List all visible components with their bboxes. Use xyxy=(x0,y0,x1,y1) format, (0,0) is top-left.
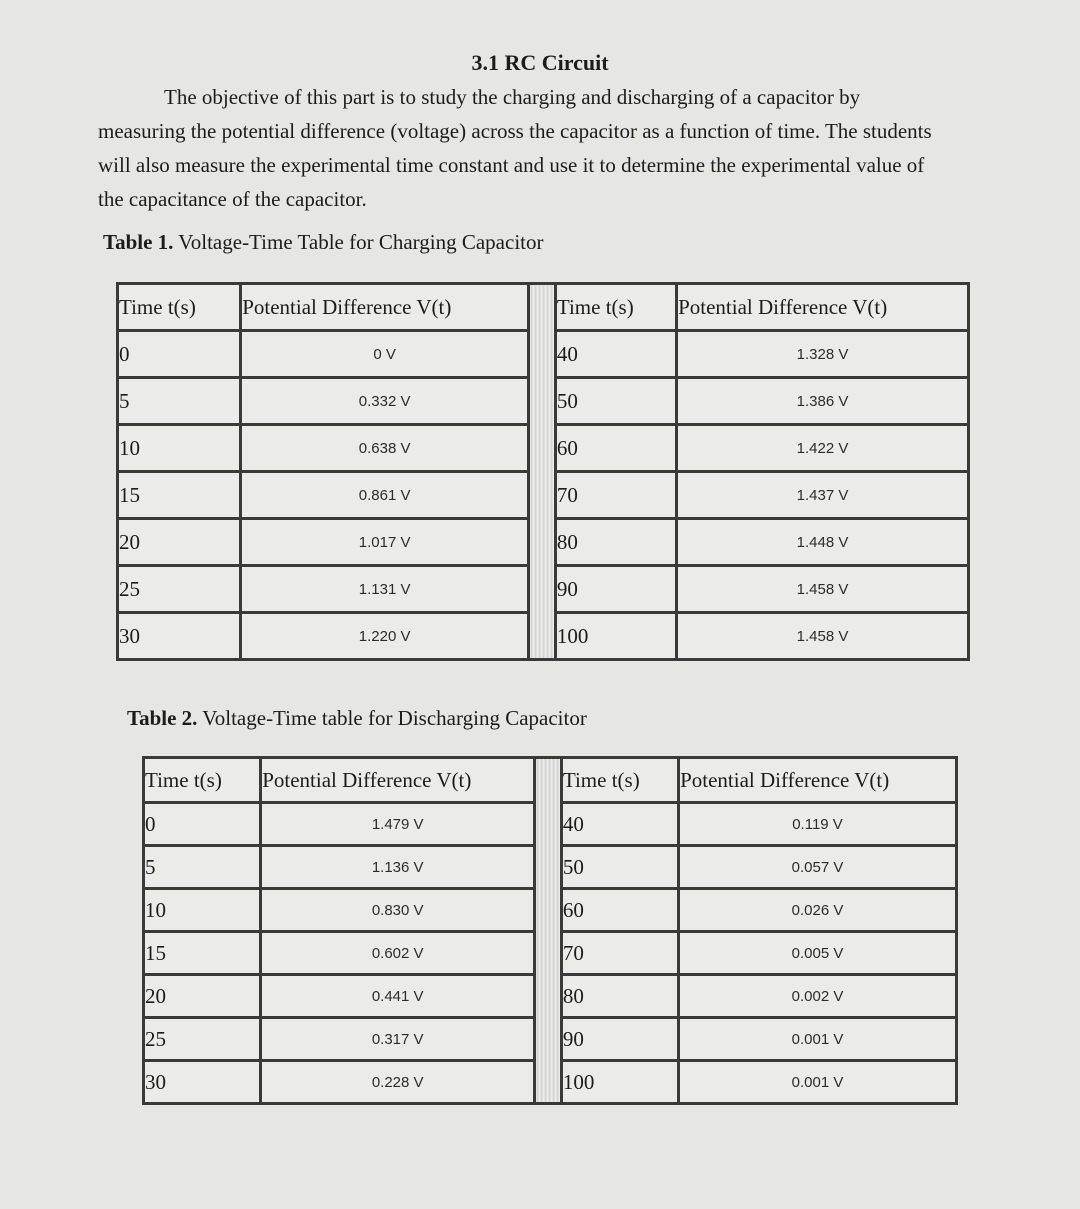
table2-label: Table 2. xyxy=(127,706,198,730)
time-cell: 15 xyxy=(118,472,241,519)
table-header-row xyxy=(118,284,969,331)
time-cell: 80 xyxy=(561,975,678,1018)
time-cell: 100 xyxy=(555,613,676,660)
intro-paragraph: The objective of this part is to study the charging and discharging of a capacitor by measuring the potential difference (voltage) across the capacitor as a function of time. The students will also measure the experimental time constant and use it to determine the experimental value of the capacitance of the capacitor. xyxy=(98,85,932,211)
voltage-cell: 0.317 V xyxy=(261,1018,535,1061)
column-divider xyxy=(529,284,556,660)
time-cell: 10 xyxy=(118,425,241,472)
time-cell: 60 xyxy=(561,889,678,932)
voltage-cell: 1.479 V xyxy=(261,803,535,846)
time-cell: 5 xyxy=(118,378,241,425)
time-cell: 0 xyxy=(144,803,261,846)
voltage-cell: 1.458 V xyxy=(677,566,969,613)
time-cell: 70 xyxy=(561,932,678,975)
table-header-row xyxy=(144,758,957,803)
voltage-cell: 0.119 V xyxy=(679,803,957,846)
column-divider xyxy=(535,758,562,1104)
voltage-cell: 0.026 V xyxy=(679,889,957,932)
table1-caption xyxy=(103,230,544,255)
voltage-cell: 0.861 V xyxy=(241,472,529,519)
voltage-cell: 1.220 V xyxy=(241,613,529,660)
time-cell: 100 xyxy=(561,1061,678,1104)
col-header-voltage: Potential Difference V(t) xyxy=(679,758,957,803)
table2-caption-text: Voltage-Time table for Discharging Capacitor xyxy=(202,706,587,730)
charging-table xyxy=(116,282,970,661)
voltage-cell: 1.131 V xyxy=(241,566,529,613)
col-header-time: Time t(s) xyxy=(555,284,676,331)
table1-caption-text: Voltage-Time Table for Charging Capacitor xyxy=(178,230,544,254)
time-cell: 5 xyxy=(144,846,261,889)
time-cell: 40 xyxy=(555,331,676,378)
time-cell: 60 xyxy=(555,425,676,472)
voltage-cell: 1.437 V xyxy=(677,472,969,519)
table1-label: Table 1. xyxy=(103,230,174,254)
voltage-cell: 1.017 V xyxy=(241,519,529,566)
discharging-table xyxy=(142,756,958,1105)
col-header-voltage: Potential Difference V(t) xyxy=(241,284,529,331)
time-cell: 10 xyxy=(144,889,261,932)
time-cell: 20 xyxy=(118,519,241,566)
time-cell: 15 xyxy=(144,932,261,975)
col-header-time: Time t(s) xyxy=(144,758,261,803)
time-cell: 25 xyxy=(118,566,241,613)
voltage-cell: 0.228 V xyxy=(261,1061,535,1104)
time-cell: 20 xyxy=(144,975,261,1018)
voltage-cell: 0.001 V xyxy=(679,1018,957,1061)
time-cell: 90 xyxy=(555,566,676,613)
col-header-time: Time t(s) xyxy=(118,284,241,331)
time-cell: 50 xyxy=(561,846,678,889)
voltage-cell: 1.458 V xyxy=(677,613,969,660)
voltage-cell: 0.332 V xyxy=(241,378,529,425)
voltage-cell: 0.002 V xyxy=(679,975,957,1018)
time-cell: 90 xyxy=(561,1018,678,1061)
time-cell: 25 xyxy=(144,1018,261,1061)
voltage-cell: 1.136 V xyxy=(261,846,535,889)
voltage-cell: 0.057 V xyxy=(679,846,957,889)
voltage-cell: 0 V xyxy=(241,331,529,378)
voltage-cell: 1.386 V xyxy=(677,378,969,425)
col-header-voltage: Potential Difference V(t) xyxy=(677,284,969,331)
time-cell: 30 xyxy=(118,613,241,660)
voltage-cell: 0.441 V xyxy=(261,975,535,1018)
section-heading: 3.1 RC Circuit xyxy=(471,50,609,75)
voltage-cell: 0.602 V xyxy=(261,932,535,975)
voltage-cell: 0.638 V xyxy=(241,425,529,472)
time-cell: 50 xyxy=(555,378,676,425)
voltage-cell: 0.830 V xyxy=(261,889,535,932)
time-cell: 70 xyxy=(555,472,676,519)
voltage-cell: 0.005 V xyxy=(679,932,957,975)
col-header-voltage: Potential Difference V(t) xyxy=(261,758,535,803)
voltage-cell: 1.328 V xyxy=(677,331,969,378)
voltage-cell: 0.001 V xyxy=(679,1061,957,1104)
voltage-cell: 1.448 V xyxy=(677,519,969,566)
table2-caption xyxy=(127,706,587,731)
col-header-time: Time t(s) xyxy=(561,758,678,803)
time-cell: 80 xyxy=(555,519,676,566)
time-cell: 40 xyxy=(561,803,678,846)
time-cell: 0 xyxy=(118,331,241,378)
voltage-cell: 1.422 V xyxy=(677,425,969,472)
time-cell: 30 xyxy=(144,1061,261,1104)
